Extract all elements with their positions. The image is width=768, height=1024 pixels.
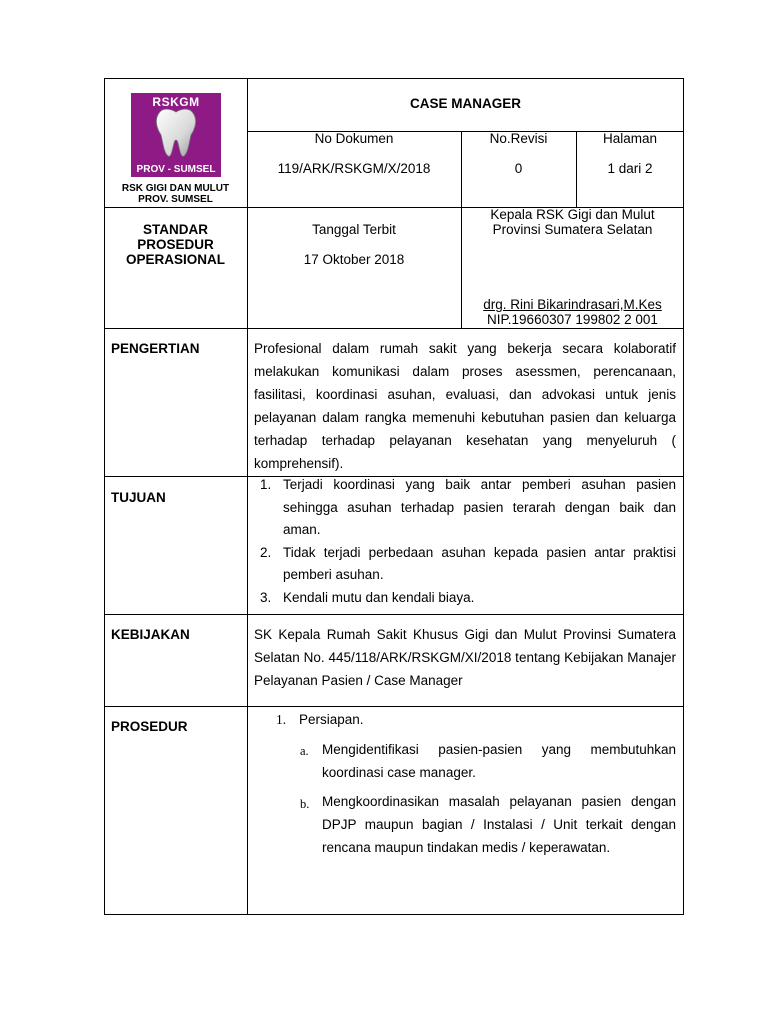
sop-label-line2: PROSEDUR [137,237,214,252]
logo-top-text: RSKGM [152,95,200,109]
document-title: CASE MANAGER [409,96,521,111]
page-label: Halaman [602,131,658,146]
prosedur-sub-number: b. [300,797,310,811]
prosedur-sub-text: Mengkoordinasikan masalah pelayanan pasien dengan DPJP maupun bagian / Instalasi / Unit terkait dengan rencana maupun tindakan medis / keperawatan. [322,794,676,855]
list-number: 2. [260,544,272,560]
table-divider [104,706,684,707]
sop-label-line1: STANDAR [143,222,208,237]
tooth-icon [153,107,199,159]
signer-name: drg. Rini Bikarindrasari,M.Kes [483,297,662,312]
table-divider [104,614,684,615]
doc-number-value: 119/ARK/RSKGM/X/2018 [277,161,431,176]
list-text: Tidak terjadi perbedaan asuhan kepada pasien antar praktisi pemberi asuhan. [283,544,676,582]
tujuan-label: TUJUAN [111,490,166,505]
kebijakan-label: KEBIJAKAN [111,627,190,642]
tujuan-list [254,474,676,609]
table-divider [247,78,248,915]
list-item [254,587,676,610]
list-number: 3. [260,589,272,605]
hospital-name-line1: RSK GIGI DAN MULUT [121,183,230,194]
signer-nip: NIP.19660307 199802 2 001 [487,312,658,327]
issue-date-value: 17 Oktober 2018 [303,252,405,267]
kebijakan-text: SK Kepala Rumah Sakit Khusus Gigi dan Mulut Provinsi Sumatera Selatan No. 445/118/ARK/RSKGM/XI/2018 tentang Kebijakan Manajer Pelayanan Pasien / Case Manager [254,627,676,688]
list-number: 1. [260,477,272,492]
prosedur-sub-text: Mengidentifikasi pasien-pasien yang membutuhkan koordinasi case manager. [322,742,676,780]
list-text: Terjadi koordinasi yang baik antar pemberi asuhan pasien sehingga asuhan terhadap pasien terarah dengan baik dan aman. [283,477,676,537]
list-item [254,542,676,587]
approver-line1: Kepala RSK Gigi dan Mulut [490,207,655,222]
revision-label: No.Revisi [489,131,548,146]
approver-line2: Provinsi Sumatera Selatan [492,222,653,237]
prosedur-label: PROSEDUR [111,719,188,734]
table-divider [104,328,684,329]
issue-date-label: Tanggal Terbit [312,222,396,237]
prosedur-sub-number: a. [300,744,309,758]
hospital-name-line2: PROV. SUMSEL [138,194,213,205]
sop-label-line3: OPERASIONAL [125,252,225,267]
hospital-logo [131,93,221,177]
pengertian-text: Profesional dalam rumah sakit yang bekerja secara kolaboratif melakukan komunikasi dalam proses asessmen, perencanaan, fasilitasi, koordinasi asuhan, evaluasi, dan advokasi untuk jenis pelayanan dalam rangka memenuhi kebutuhan pasien dan keluarga terhadap terhadap pelayanan kesehatan yang menyeluruh ( komprehensif). [254,341,676,471]
list-item [254,474,676,542]
prosedur-item-text: Persiapan. [299,712,364,727]
logo-bottom-text: PROV - SUMSEL [136,164,216,175]
page-value: 1 dari 2 [607,161,653,176]
prosedur-item-number: 1. [276,712,287,727]
revision-value: 0 [514,161,523,176]
list-text: Kendali mutu dan kendali biaya. [283,589,475,605]
pengertian-label: PENGERTIAN [111,341,200,356]
doc-number-label: No Dokumen [314,131,394,146]
